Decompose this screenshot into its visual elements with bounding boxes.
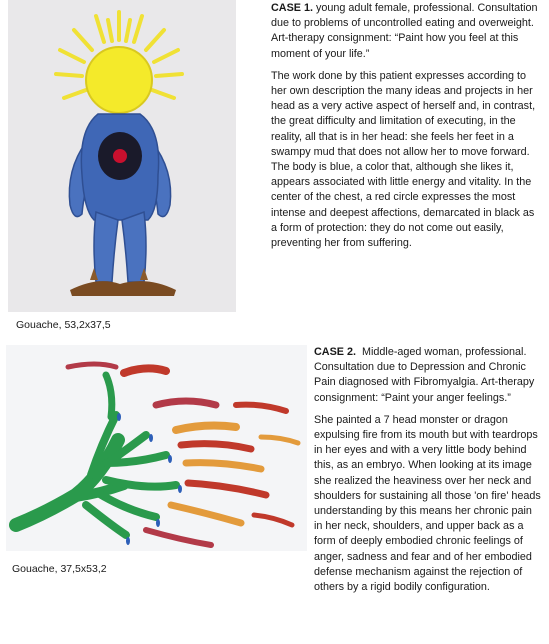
case2-painting [6, 345, 307, 551]
case2-intro-text: Middle-aged woman, professional. Consultation due to Depression and Chronic Pain diagnosed with Fibromyalgia. Art-therapy consignment: “Paint your anger feelings.” [314, 346, 535, 404]
case2-body: She painted a 7 head monster or dragon expulsing fire from its mouth but with teardrops in her eyes and with a very little body behind this, as an embryo. When looking at its image she realized the heaviness over her neck and shoulders for sustaining all those 'on fire' heads understanding by this means her chronic pain in her neck, shoulders, and upper back as a form of deeply embodied chronic feelings of anger, sadness and fear and of her embodied defense mechanism against the rejection of others by a rigid bodily configuration. [314, 413, 541, 594]
case1-painting [8, 0, 236, 312]
case2-text [314, 345, 542, 595]
red-heart-circle [113, 149, 127, 163]
case1-text [271, 1, 541, 251]
case1-intro-text: young adult female, professional. Consultation due to problems of uncontrolled eating and overweight. Art-therapy consignment: “Paint how you feel at this moment of your life.” [271, 2, 538, 60]
case1-caption: Gouache, 53,2x37,5 [16, 319, 111, 331]
case1-intro [271, 1, 541, 62]
case1-label: CASE 1. [271, 2, 314, 14]
case2-intro [314, 345, 542, 406]
case2-painting-art [6, 345, 307, 551]
sun-head [86, 47, 152, 113]
case2-label: CASE 2. [314, 346, 357, 358]
case2-caption: Gouache, 37,5x53,2 [12, 563, 107, 575]
case1-painting-art [8, 0, 236, 312]
case1-body: The work done by this patient expresses according to her own description the many ideas and projects in her head as a very active aspect of herself and, in contrast, the great difficulty and limitation of executing, in the reality, all that is in her head: she feels her feet in a swampy mud that does not allow her to move forward. The body is blue, a color that, although she likes it, appears associated with little energy and vitality. In the center of the chest, a red circle expresses the most intense and deepest affections, demarcated in black as a form of protection: they do not come out easily, preventing her from suffering. [271, 69, 536, 250]
